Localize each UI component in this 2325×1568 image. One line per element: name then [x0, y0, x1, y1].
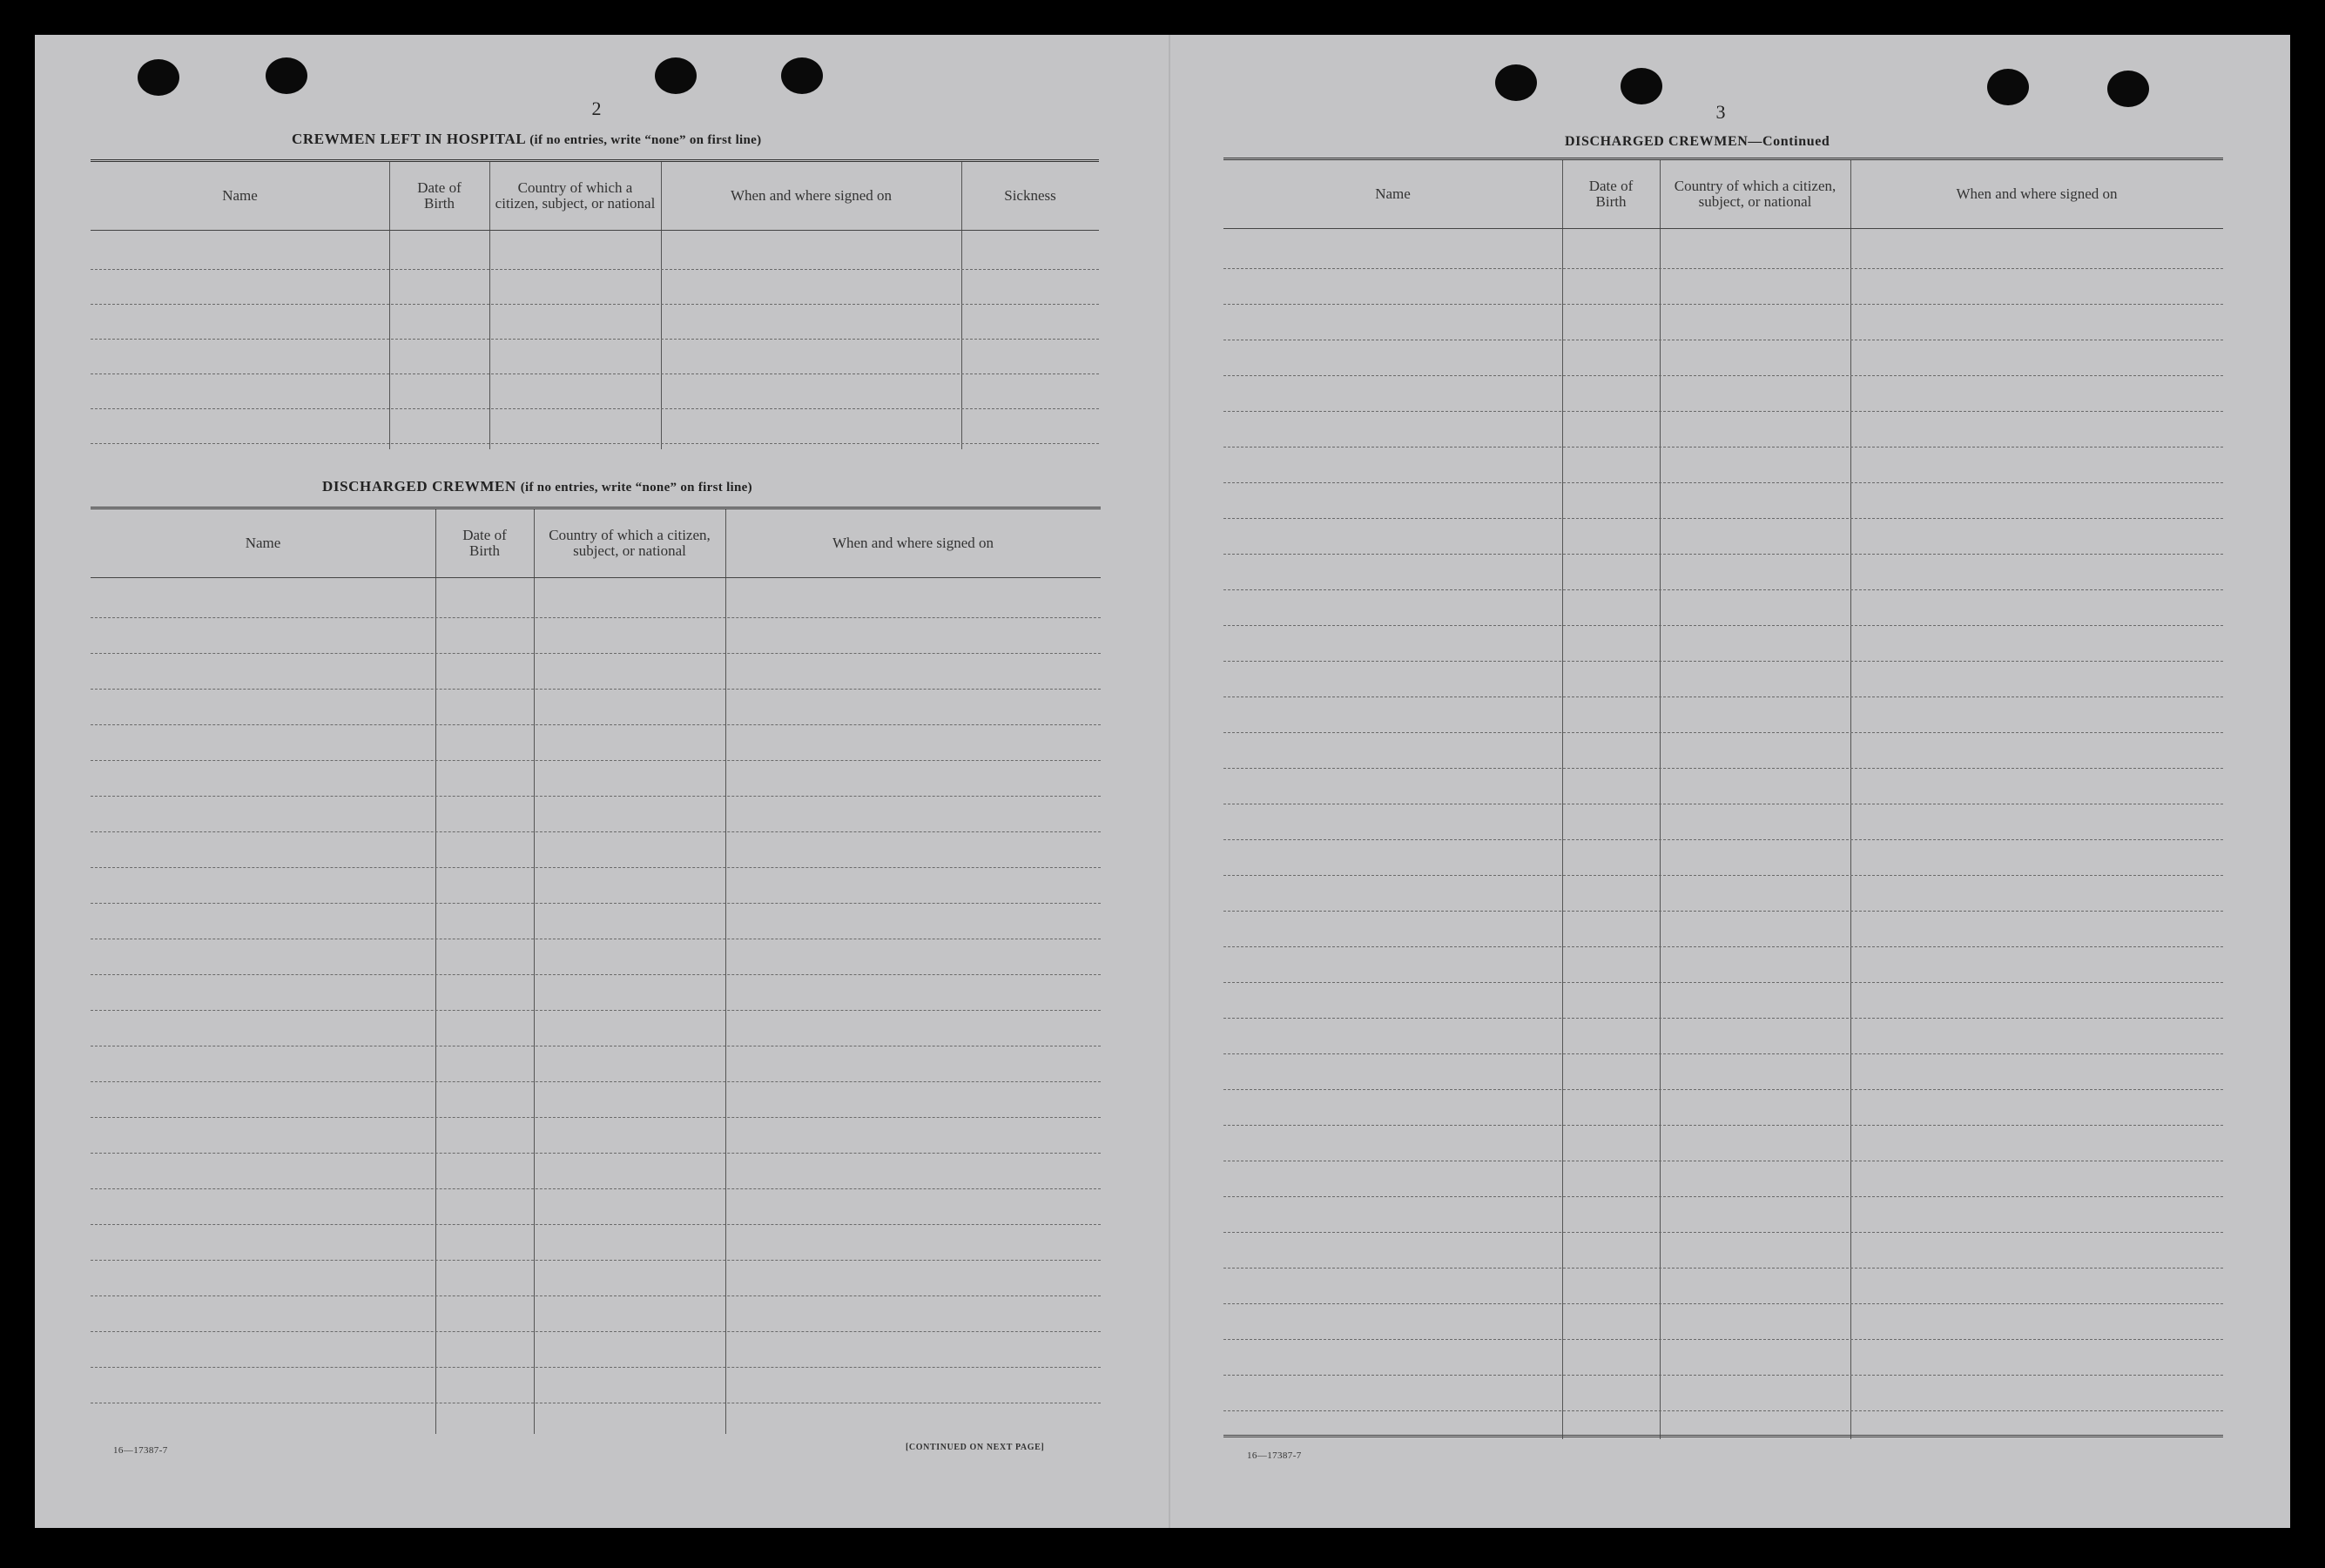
ruled-line — [1223, 1232, 2223, 1233]
header-signed-on: When and where signed on — [832, 535, 994, 551]
ruled-line — [1223, 875, 2223, 876]
header-name: Name — [222, 187, 258, 204]
bottom-rule-right — [1223, 1435, 2223, 1437]
ruled-line — [91, 617, 1101, 618]
ruled-line — [1223, 1375, 2223, 1376]
ruled-line — [1223, 1410, 2223, 1411]
header-sickness: Sickness — [1004, 187, 1056, 204]
form-code-right: 16—17387-7 — [1247, 1450, 1302, 1461]
column-country — [1660, 160, 1851, 1439]
ruled-line — [1223, 1303, 2223, 1304]
discharged-section-title — [322, 478, 752, 495]
ruled-line — [91, 443, 1099, 444]
header-signed-on: When and where signed on — [730, 187, 893, 204]
ruled-line — [1223, 1196, 2223, 1197]
ruled-line — [91, 689, 1101, 690]
ruled-line — [91, 269, 1099, 270]
ruled-line — [1223, 1089, 2223, 1090]
discharged-title-text: DISCHARGED CREWMEN — [322, 478, 516, 495]
ruled-line — [1223, 839, 2223, 840]
header-rule — [91, 577, 1101, 578]
header-rule — [1223, 228, 2223, 229]
ruled-line — [91, 1224, 1101, 1225]
ruled-line — [91, 1367, 1101, 1368]
ruled-line — [91, 724, 1101, 725]
discharged-table — [91, 507, 1101, 1434]
ruled-line — [91, 903, 1101, 904]
ruled-line — [91, 1010, 1101, 1011]
ruled-line — [1223, 554, 2223, 555]
ruled-line — [91, 760, 1101, 761]
ruled-line — [1223, 375, 2223, 376]
punch-hole — [138, 59, 179, 96]
hospital-table — [91, 159, 1099, 449]
ruled-line — [91, 1153, 1101, 1154]
ruled-line — [1223, 946, 2223, 947]
discharged-continued-title: DISCHARGED CREWMEN—Continued — [1565, 134, 1830, 149]
ruled-line — [1223, 625, 2223, 626]
ruled-line — [91, 373, 1099, 374]
punch-hole — [781, 57, 823, 94]
ruled-line — [1223, 661, 2223, 662]
ruled-line — [91, 867, 1101, 868]
ruled-line — [1223, 304, 2223, 305]
column-name — [1223, 160, 1562, 1439]
ruled-line — [91, 1295, 1101, 1296]
continued-note: [CONTINUED ON NEXT PAGE] — [906, 1443, 1045, 1452]
ruled-line — [91, 1081, 1101, 1082]
header-date-of-birth: Date of Birth — [417, 179, 462, 212]
header-name: Name — [245, 535, 281, 551]
hospital-instruction-text: (if no entries, write “none” on first line) — [529, 133, 762, 147]
ruled-line — [91, 1117, 1101, 1118]
header-country: Country of which a citizen, subject, or national — [1674, 178, 1836, 210]
ruled-line — [1223, 1018, 2223, 1019]
discharged-continued-table — [1223, 158, 2223, 1439]
punch-hole — [2107, 71, 2149, 107]
punch-hole — [1621, 68, 1662, 104]
ruled-line — [1223, 447, 2223, 448]
column-signed-on — [1850, 160, 2224, 1439]
ruled-line — [1223, 1339, 2223, 1340]
page-fold — [1169, 35, 1170, 1528]
ruled-line — [91, 1260, 1101, 1261]
ruled-line — [91, 1331, 1101, 1332]
ruled-line — [91, 339, 1099, 340]
ruled-line — [1223, 1125, 2223, 1126]
header-date-of-birth: Date of Birth — [1588, 178, 1634, 210]
ruled-line — [91, 1188, 1101, 1189]
column-date-of-birth — [1562, 160, 1661, 1439]
ruled-line — [1223, 268, 2223, 269]
ruled-line — [1223, 1268, 2223, 1269]
ruled-line — [91, 408, 1099, 409]
header-country: Country of which a citizen, subject, or national — [495, 179, 656, 212]
punch-hole — [1495, 64, 1537, 101]
punch-hole — [655, 57, 697, 94]
ruled-line — [1223, 1053, 2223, 1054]
ruled-line — [91, 974, 1101, 975]
ruled-line — [91, 831, 1101, 832]
hospital-title-text: CREWMEN LEFT IN HOSPITAL — [292, 131, 526, 147]
ruled-line — [91, 653, 1101, 654]
ruled-line — [1223, 768, 2223, 769]
discharged-instruction-text: (if no entries, write “none” on first line) — [520, 481, 752, 495]
ruled-line — [1223, 411, 2223, 412]
header-name: Name — [1375, 185, 1411, 202]
ruled-line — [1223, 982, 2223, 983]
ruled-line — [1223, 911, 2223, 912]
ruled-line — [1223, 518, 2223, 519]
form-code-left: 16—17387-7 — [113, 1445, 168, 1456]
ruled-line — [1223, 589, 2223, 590]
ruled-line — [91, 304, 1099, 305]
ruled-line — [91, 796, 1101, 797]
punch-hole — [1987, 69, 2029, 105]
page-number-right: 3 — [1715, 101, 1726, 123]
punch-hole — [266, 57, 307, 94]
header-country: Country of which a citizen, subject, or national — [549, 527, 711, 559]
page-number-left: 2 — [591, 98, 602, 119]
header-signed-on: When and where signed on — [1956, 185, 2118, 202]
hospital-section-title — [292, 131, 761, 148]
ruled-line — [1223, 732, 2223, 733]
header-date-of-birth: Date of Birth — [462, 527, 507, 559]
header-rule — [91, 230, 1099, 231]
ruled-line — [1223, 482, 2223, 483]
